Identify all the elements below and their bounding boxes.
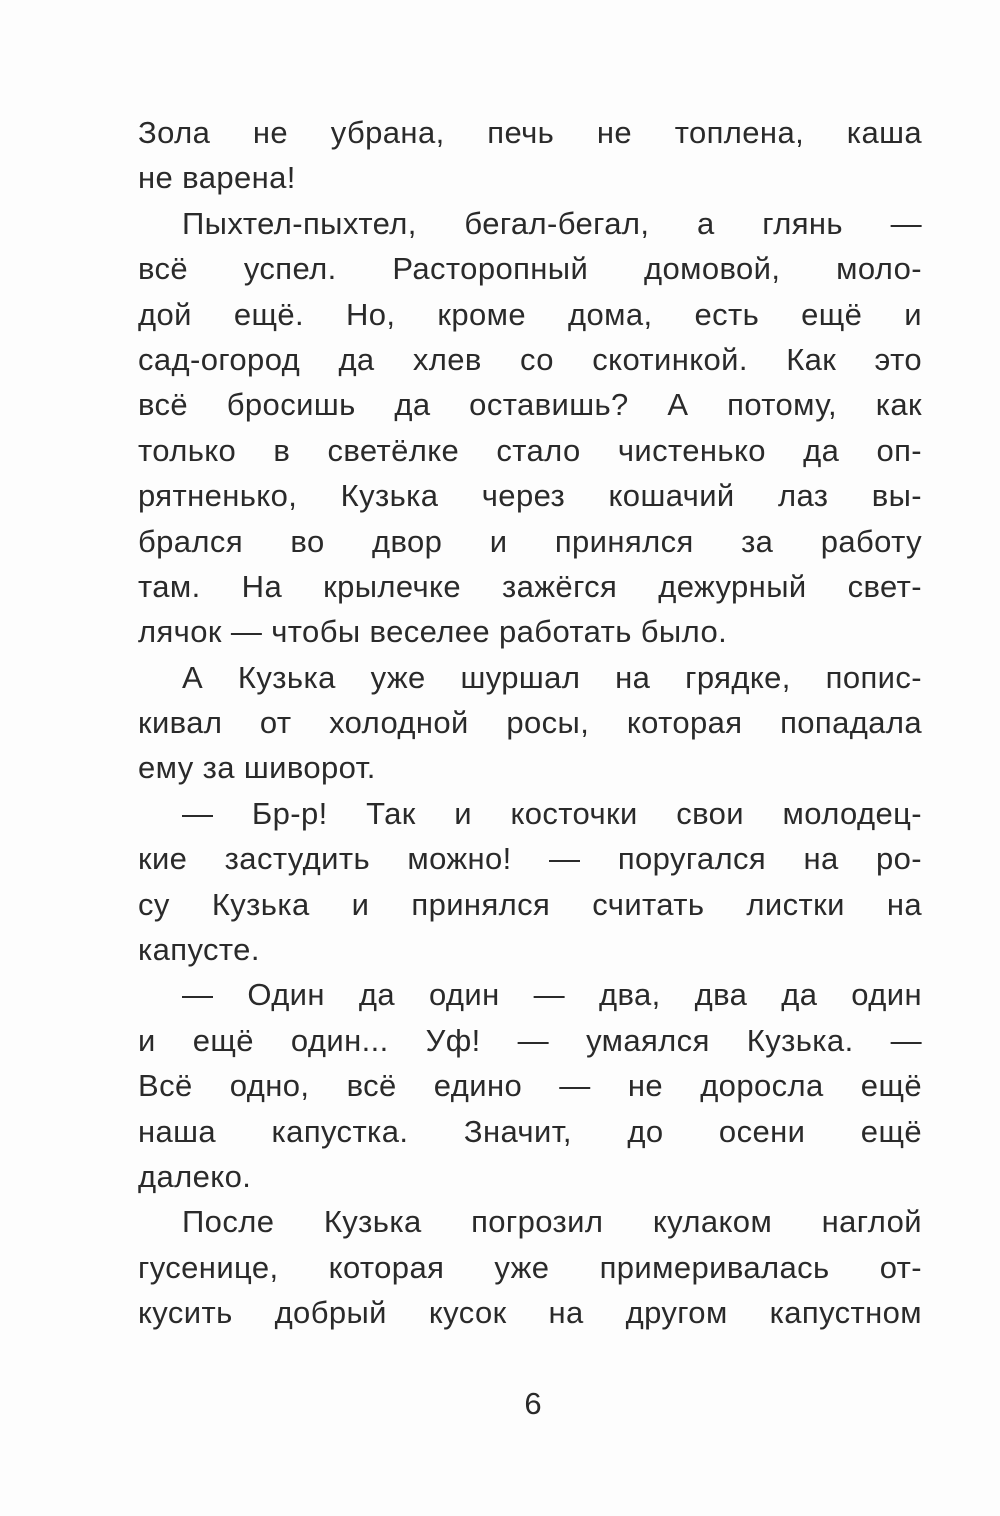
text-line: и ещё один... Уф! — умаялся Кузька. —	[138, 1022, 922, 1058]
body-text	[138, 110, 922, 1336]
text-line: гусенице, которая уже примеривалась от-	[138, 1249, 922, 1285]
text-line: Пыхтел-пыхтел, бегал-бегал, а глянь —	[182, 205, 922, 241]
text-line: А Кузька уже шуршал на грядке, попис-	[182, 659, 922, 695]
text-line: лячок — чтобы веселее работать было.	[138, 614, 728, 650]
text-line: брался во двор и принялся за работу	[138, 523, 922, 559]
text-line: не варена!	[138, 160, 296, 196]
text-line: После Кузька погрозил кулаком наглой	[182, 1204, 922, 1240]
text-line: дой ещё. Но, кроме дома, есть ещё и	[138, 296, 922, 332]
text-line: су Кузька и принялся считать листки на	[138, 886, 922, 922]
text-line: Зола не убрана, печь не топлена, каша	[138, 115, 922, 150]
text-line: рятненько, Кузька через кошачий лаз вы-	[138, 478, 922, 514]
text-line: там. На крылечке зажёгся дежурный свет-	[138, 568, 922, 604]
text-line: кивал от холодной росы, которая попадала	[138, 705, 922, 741]
text-line: ему за шиворот.	[138, 750, 376, 786]
text-line: сад-огород да хлев со скотинкой. Как это	[138, 341, 922, 377]
text-line: кусить добрый кусок на другом капустном	[138, 1295, 922, 1331]
text-line: далеко.	[138, 1158, 252, 1194]
text-line: только в светёлке стало чистенько да оп-	[138, 432, 922, 468]
text-line: — Один да один — два, два да один	[182, 977, 922, 1013]
text-line: кие застудить можно! — поругался на ро-	[138, 841, 922, 877]
text-line: капусте.	[138, 932, 260, 968]
text-line: Всё одно, всё едино — не доросла ещё	[138, 1068, 922, 1104]
text-line: всё бросишь да оставишь? А потому, как	[138, 387, 922, 423]
page-number: 6	[524, 1386, 542, 1421]
text-line: — Бр-р! Так и косточки свои молодец-	[182, 795, 922, 831]
text-line: наша капустка. Значит, до осени ещё	[138, 1113, 922, 1149]
text-line: всё успел. Расторопный домовой, моло-	[138, 251, 922, 287]
